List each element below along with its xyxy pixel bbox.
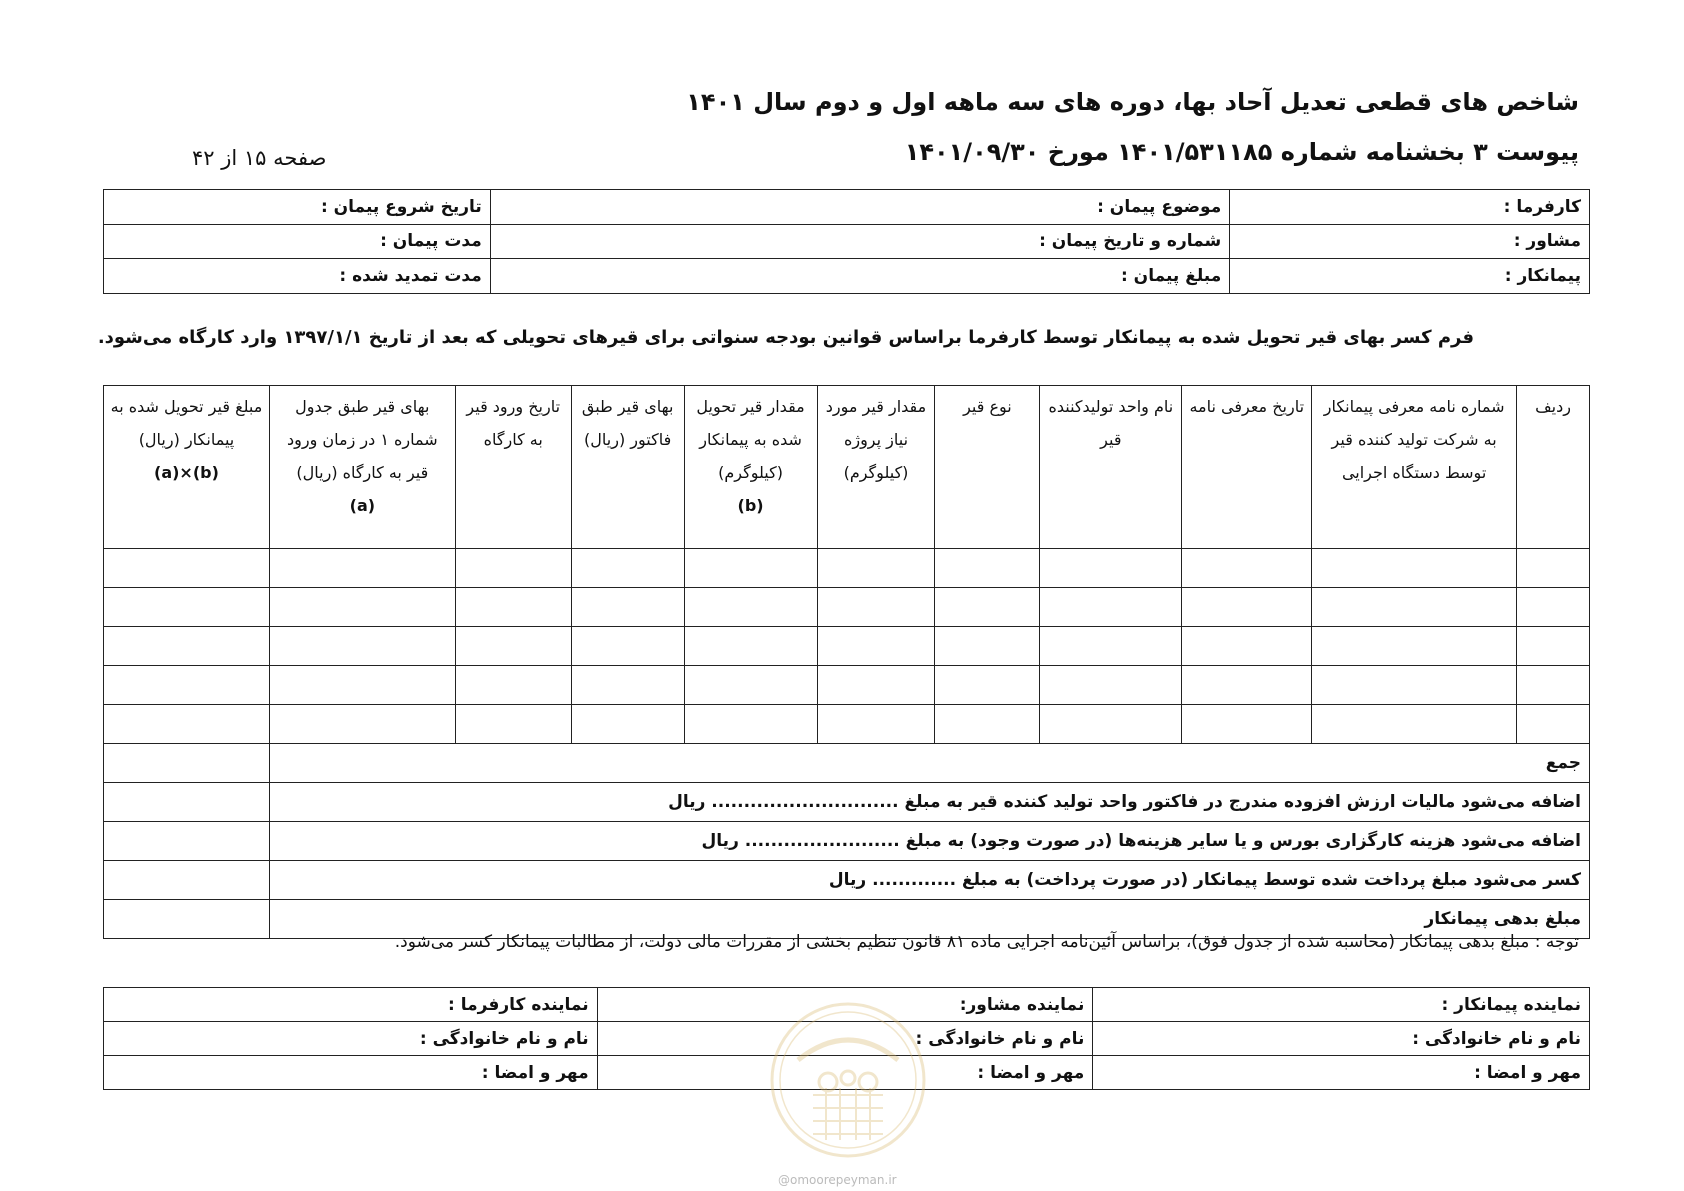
info-row [104, 259, 1590, 294]
contract-amount-field: مبلغ پیمان : [490, 259, 1229, 294]
table-header-row [104, 386, 1590, 549]
col-entry-date: تاریخ ورود قیر به کارگاه [455, 386, 571, 549]
summary-row-vat [104, 783, 1590, 822]
info-row [104, 190, 1590, 225]
col-producer-name: نام واحد تولیدکننده قیر [1040, 386, 1182, 549]
consultant-field: مشاور : [1230, 224, 1590, 259]
summary-row-brokerage [104, 822, 1590, 861]
footnote: توجه : مبلغ بدهی پیمانکار (محاسبه شده از جدول فوق)، براساس آئین‌نامه اجرایی ماده ۸۱ قانون تنظیم بخشی از مقررات مالی دولت، از مطالبات پیمانکار کسر می‌شود. [394, 932, 1579, 952]
contract-start-date-field: تاریخ شروع پیمان : [104, 190, 491, 225]
contractor-seal-label: مهر و امضا : [1093, 1056, 1590, 1090]
col-delivered-value: مبلغ قیر تحویل شده به پیمانکار (ریال) (a)×(b) [104, 386, 270, 549]
contractor-rep-label: نماینده پیمانکار : [1093, 988, 1590, 1022]
table-row [104, 549, 1590, 588]
table-row [104, 588, 1590, 627]
total-label: جمع [269, 744, 1589, 783]
summary-row-paid [104, 861, 1590, 900]
col-introduction-letter-number: شماره نامه معرفی پیمانکار به شرکت تولید کننده قیر توسط دستگاه اجرایی [1312, 386, 1517, 549]
table-row [104, 705, 1590, 744]
brokerage-label: اضافه می‌شود هزینه کارگزاری بورس و یا سایر هزینه‌ها (در صورت وجود) به مبلغ ........................ ریال [269, 822, 1589, 861]
contract-duration-field: مدت پیمان : [104, 224, 491, 259]
contract-info-table [103, 189, 1590, 294]
contractor-debt-label: مبلغ بدهی پیمانکار [269, 900, 1589, 939]
col-invoice-price: بهای قیر طبق فاکتور (ریال) [571, 386, 684, 549]
watermark-logo [768, 1000, 928, 1160]
vat-label: اضافه می‌شود مالیات ارزش افزوده مندرج در فاکتور واحد تولید کننده قیر به مبلغ ............................. ریال [269, 783, 1589, 822]
employer-rep-label: نماینده کارفرما : [104, 988, 598, 1022]
contract-number-date-field: شماره و تاریخ پیمان : [490, 224, 1229, 259]
form-title: فرم کسر بهای قیر تحویل شده به پیمانکار توسط کارفرما براساس قوانین بودجه سنواتی برای قیرهای تحویلی که بعد از تاریخ ۱۳۹۷/۱/۱ وارد کارگاه می‌شود. [97, 327, 1474, 348]
consultant-seal-label: مهر و امضا : [597, 1056, 1093, 1090]
col-table-price: بهای قیر طبق جدول شماره ۱ در زمان ورود قیر به کارگاه (ریال) (a) [269, 386, 455, 549]
watermark-url: @omoorepeyman.ir [778, 1173, 897, 1187]
consultant-name-label: نام و نام خانوادگی : [597, 1022, 1093, 1056]
employer-name-label: نام و نام خانوادگی : [104, 1022, 598, 1056]
consultant-rep-label: نماینده مشاور: [597, 988, 1093, 1022]
bitumen-deduction-table [103, 385, 1590, 939]
col-row-number: ردیف [1517, 386, 1590, 549]
col-delivered-amount: مقدار قیر تحویل شده به پیمانکار (کیلوگرم) (b) [684, 386, 817, 549]
contractor-name-label: نام و نام خانوادگی : [1093, 1022, 1590, 1056]
paid-deduction-label: کسر می‌شود مبلغ پرداخت شده توسط پیمانکار (در صورت پرداخت) به مبلغ ............. ریال [269, 861, 1589, 900]
summary-row-total [104, 744, 1590, 783]
employer-field: کارفرما : [1230, 190, 1590, 225]
col-bitumen-type: نوع قیر [935, 386, 1040, 549]
extended-duration-field: مدت تمدید شده : [104, 259, 491, 294]
table-row [104, 627, 1590, 666]
contractor-field: پیمانکار : [1230, 259, 1590, 294]
employer-seal-label: مهر و امضا : [104, 1056, 598, 1090]
document-title: شاخص های قطعی تعدیل آحاد بها، دوره های سه ماهه اول و دوم سال ۱۴۰۱ [686, 88, 1579, 116]
document-subtitle: پیوست ۳ بخشنامه شماره ۱۴۰۱/۵۳۱۱۸۵ مورخ ۱۴۰۱/۰۹/۳۰ [904, 138, 1579, 166]
col-introduction-date: تاریخ معرفی نامه [1182, 386, 1312, 549]
page-number: صفحه ۱۵ از ۴۲ [192, 146, 327, 170]
info-row [104, 224, 1590, 259]
table-row [104, 666, 1590, 705]
col-required-amount: مقدار قیر مورد نیاز پروژه (کیلوگرم) [817, 386, 935, 549]
contract-subject-field: موضوع پیمان : [490, 190, 1229, 225]
